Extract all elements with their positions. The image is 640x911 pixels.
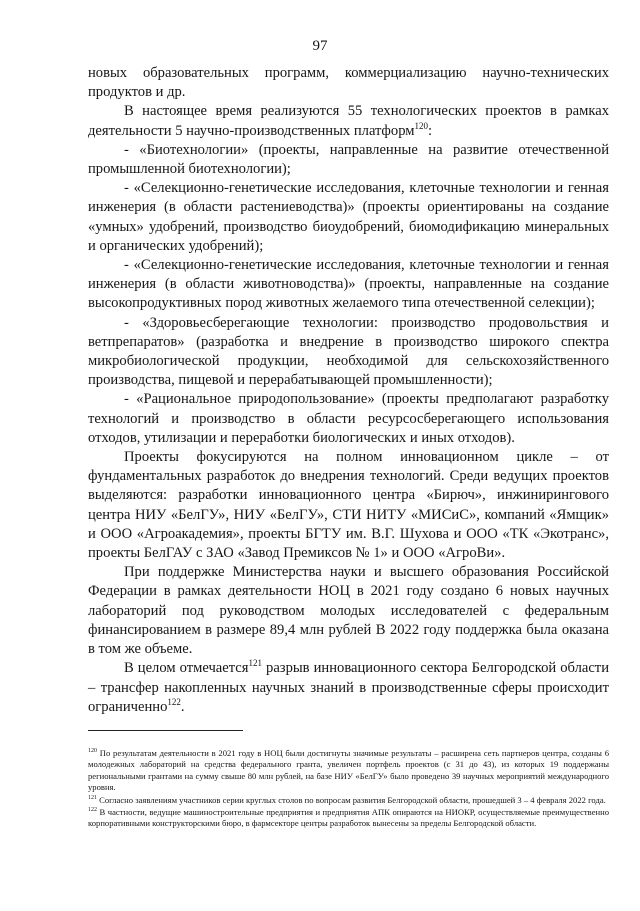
footnote-120 [88, 748, 609, 794]
list-item-biotech: - «Биотехнологии» (проекты, направленные на развитие отечественной промышленной биотехнологии); [88, 141, 609, 178]
paragraph-innovation-gap [88, 659, 609, 717]
footnote-text: По результатам деятельности в 2021 году в НОЦ были достигнуты значимые результаты – расширена сеть партнеров центра, созданы 6 молодежных лабораторий на средства федерального гранта, увеличен портфель проектов (с 31 до 43), из которых 19 поддержаны региональными грантами на сумму свыше 80 млн рублей, на базе НИУ «БелГУ» было проведено 39 научных мероприятий международного уровня. [88, 748, 609, 793]
list-item-crop-genetics: - «Селекционно-генетические исследования, клеточные технологии и генная инженерия (в области растениеводства)» (проекты ориентированы на создание «умных» удобрений, производство биоудобрений, биомодификацию минеральных и органических удобрений); [88, 180, 609, 254]
footnote-number: 120 [88, 748, 97, 755]
footnote-121 [88, 795, 609, 806]
list-item-health-tech: - «Здоровьесберегающие технологии: производство продовольствия и ветпрепаратов» (разработка и внедрение в производство широкого спектра микробиологической продукции, необходимой для сельскохозяйственного производства, пищевой и перерабатывающей промышленности); [88, 314, 609, 389]
paragraph-projects-intro-text: В настоящее время реализуются 55 технологических проектов в рамках деятельности 5 научно-производственных платформ [88, 103, 609, 139]
page-number: 97 [312, 38, 328, 54]
list-item-animal-genetics: - «Селекционно-генетические исследования, клеточные технологии и генная инженерия (в области животноводства)» (проекты, направленные на создание высокопродуктивных пород животных желаемого типа отечественной селекции); [88, 257, 609, 312]
footnote-ref-121: 121 [248, 658, 262, 669]
body-text [88, 64, 609, 717]
gap-text-part1: В целом отмечается [124, 660, 249, 677]
footnote-number: 121 [88, 794, 97, 801]
paragraph-projects-intro [88, 102, 609, 140]
colon: : [428, 122, 433, 139]
paragraph-ministry-support: При поддержке Министерства науки и высшего образования Российской Федерации в рамках деятельности НОЦ в 2021 году создано 6 новых научных лабораторий под руководством молодых исследователей с федеральным финансированием в размере 89,4 млн рублей В 2022 году поддержка была оказана в том же объеме. [88, 564, 609, 658]
footnote-text: Согласно заявлениям участников серии круглых столов по вопросам развития Белгородской области, прошедшей 3 – 4 февраля 2022 года. [97, 794, 606, 805]
list-item-nature-management: - «Рациональное природопользование» (проекты предполагают разработку технологий и производство в области ресурсосберегающего использования отходов, утилизации и переработки биологических и иных отходов). [88, 391, 609, 446]
footnote-122 [88, 807, 609, 830]
footnote-ref-122: 122 [167, 696, 181, 707]
footnotes [88, 748, 609, 831]
footnote-separator [88, 730, 243, 731]
footnote-ref-120: 120 [414, 120, 428, 131]
gap-text-part2: разрыв инновационного сектора Белгородской области – трансфер накопленных научных знаний в производственные сферы происходит ограниченно [88, 660, 609, 715]
footnote-text: В частности, ведущие машиностроительные предприятия и предприятия АПК опираются на НИОКР, осуществляемые преимущественно корпоративными конструкторскими бюро, в фармсекторе центры разработок вынесены за пределы Белгородской области. [88, 807, 609, 829]
footnote-number: 122 [88, 807, 97, 814]
gap-text-part3: . [180, 698, 185, 715]
paragraph-continuation: новых образовательных программ, коммерциализацию научно-технических продуктов и др. [88, 65, 609, 101]
paragraph-innovation-cycle: Проекты фокусируются на полном инновационном цикле – от фундаментальных разработок до внедрения технологий. Среди ведущих проектов выделяются: разработки инновационного центра «Бирюч», инжинирингового центра НИУ «БелГУ», НИУ «БелГУ», СТИ НИТУ «МИСиС», компаний «Ямщик» и ООО «Агроакадемия», проекты БГТУ им. В.Г. Шухова и ООО «ТК «Экотранс», проекты БелГАУ с ЗАО «Завод Премиксов № 1» и ООО «АгроВи». [88, 449, 609, 562]
